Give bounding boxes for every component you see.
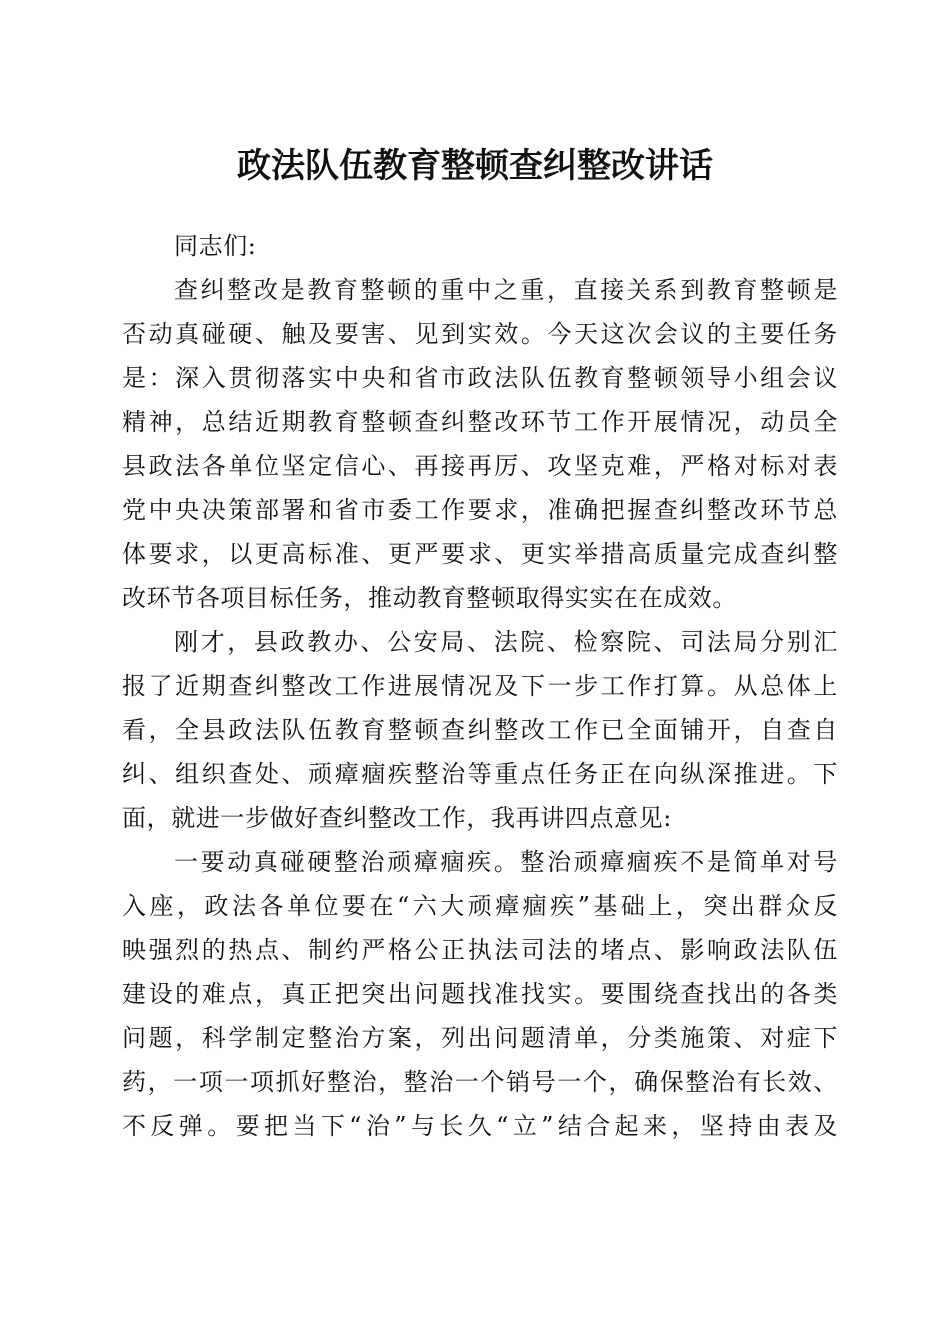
paragraph-3-line: 映强烈的热点、制约严格公正执法司法的堵点、影响政法队伍 (122, 936, 838, 964)
paragraph-3-line: 入座，政法各单位要在“六大顽瘴痼疾”基础上，突出群众反 (122, 892, 838, 920)
paragraph-2-line: 看，全县政法队伍教育整顿查纠整改工作已全面铺开，自查自 (122, 716, 838, 744)
paragraph-3-line: 不反弹。要把当下“治”与长久“立”结合起来，坚持由表及 (122, 1112, 838, 1140)
paragraph-2-line: 报了近期查纠整改工作进展情况及下一步工作打算。从总体上 (122, 672, 838, 700)
paragraph-3-line: 一要动真碰硬整治顽瘴痼疾。整治顽瘴痼疾不是简单对号 (174, 848, 838, 876)
document-body (122, 224, 838, 1148)
paragraph-1-line: 精神，总结近期教育整顿查纠整改环节工作开展情况，动员全 (122, 408, 838, 436)
paragraph-1-line: 查纠整改是教育整顿的重中之重，直接关系到教育整顿是 (174, 276, 838, 304)
paragraph-3-line: 问题，科学制定整治方案，列出问题清单，分类施策、对症下 (122, 1024, 838, 1052)
paragraph-3-line: 建设的难点，真正把突出问题找准找实。要围绕查找出的各类 (122, 980, 838, 1008)
paragraph-3-line: 药，一项一项抓好整治，整治一个销号一个，确保整治有长效、 (122, 1068, 838, 1096)
paragraph-1-line: 党中央决策部署和省市委工作要求，准确把握查纠整改环节总 (122, 496, 838, 524)
paragraph-2-line: 纠、组织查处、顽瘴痼疾整治等重点任务正在向纵深推进。下 (122, 760, 838, 788)
salutation: 同志们: (174, 232, 257, 260)
paragraph-1-line: 体要求，以更高标准、更严要求、更实举措高质量完成查纠整 (122, 540, 838, 568)
document-title: 政法队伍教育整顿查纠整改讲话 (237, 146, 713, 186)
paragraph-1-line: 县政法各单位坚定信心、再接再厉、攻坚克难，严格对标对表 (122, 452, 838, 480)
paragraph-2-line: 刚才，县政教办、公安局、法院、检察院、司法局分别汇 (174, 628, 838, 656)
paragraph-2-line: 面，就进一步做好查纠整改工作，我再讲四点意见: (122, 804, 672, 832)
paragraph-1-line: 改环节各项目标任务，推动教育整顿取得实实在在成效。 (122, 584, 737, 612)
paragraph-1-line: 是：深入贯彻落实中央和省市政法队伍教育整顿领导小组会议 (122, 364, 838, 392)
paragraph-1-line: 否动真碰硬、触及要害、见到实效。今天这次会议的主要任务 (122, 320, 838, 348)
